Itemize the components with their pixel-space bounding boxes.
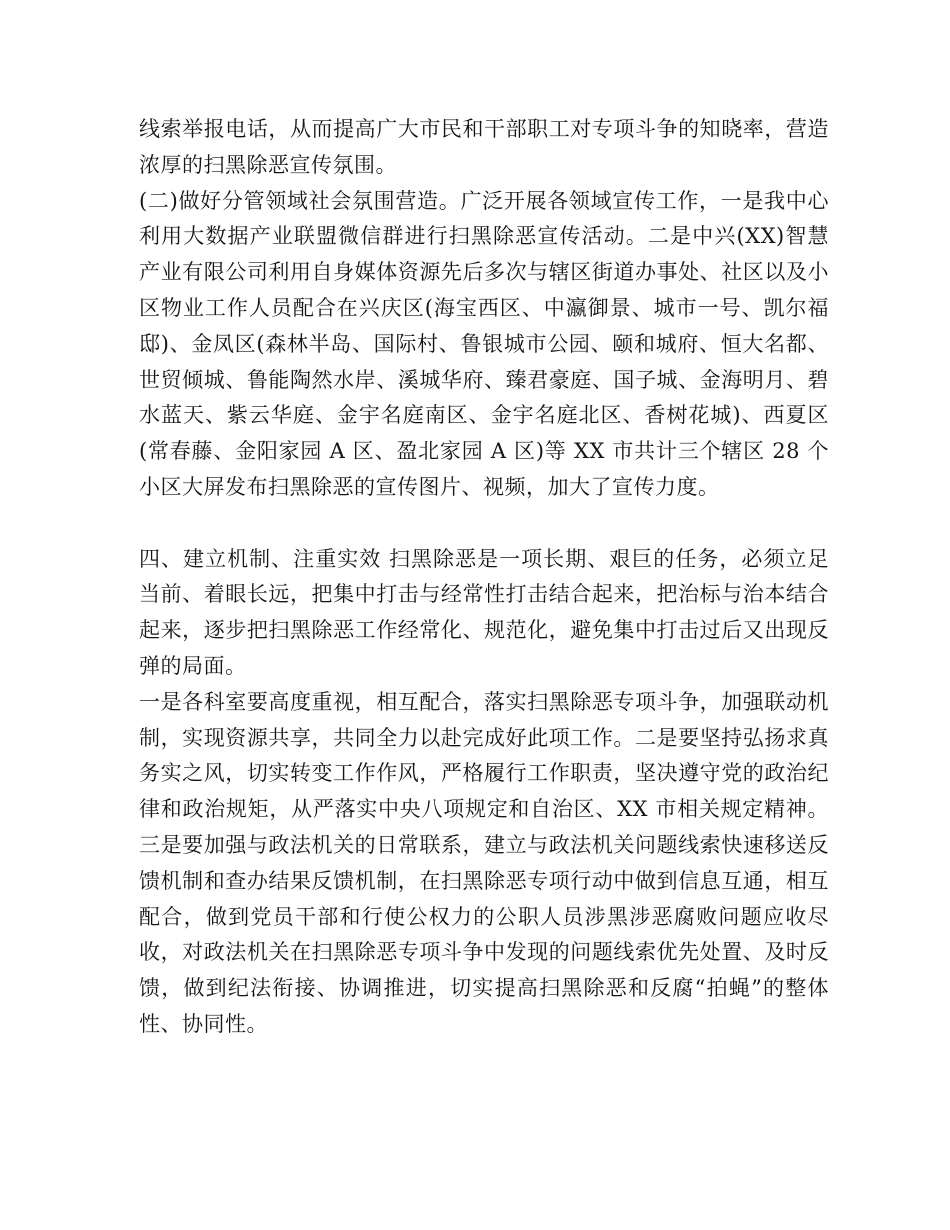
- paragraph-section-two-domain-atmosphere: (二)做好分管领域社会氛围营造。广泛开展各领域宣传工作，一是我中心利用大数据产业联盟微信群进行扫黑除恶宣传活动。二是中兴(XX)智慧产业有限公司利用自身媒体资源先后多次与辖区街道办事处、社区以及小区物业工作人员配合在兴庆区(海宝西区、中瀛御景、城市一号、凯尔福邸)、金凤区(森林半岛、国际村、鲁银城市公园、颐和城府、恒大名都、世贸倾城、鲁能陶然水岸、溪城华府、臻君豪庭、国子城、金海明月、碧水蓝天、紫云华庭、金宇名庭南区、金宇名庭北区、香树花城)、西夏区(常春藤、金阳家园 A 区、盈北家园 A 区)等 XX 市共计三个辖区 28 个小区大屏发布扫黑除恶的宣传图片、视频，加大了宣传力度。: [139, 188, 829, 499]
- paragraph-section-four-mechanism: 四、建立机制、注重实效 扫黑除恶是一项长期、艰巨的任务，必须立足当前、着眼长远，把集中打击与经常性打击结合起来，把治标与治本结合起来，逐步把扫黑除恶工作经常化、规范化，避免集中打击过后又出现反弹的局面。: [139, 546, 829, 678]
- paragraph-measures: 一是各科室要高度重视，相互配合，落实扫黑除恶专项斗争，加强联动机制，实现资源共享，共同全力以赴完成好此项工作。二是要坚持弘扬求真务实之风，切实转变工作作风，严格履行工作职责，坚决遵守党的政治纪律和政治规矩，从严落实中央八项规定和自治区、XX 市相关规定精神。三是要加强与政法机关的日常联系，建立与政法机关问题线索快速移送反馈机制和查办结果反馈机制，在扫黑除恶专项行动中做到信息互通，相互配合，做到党员干部和行使公权力的公职人员涉黑涉恶腐败问题应收尽收，对政法机关在扫黑除恶专项斗争中发现的问题线索优先处置、及时反馈，做到纪法衔接、协调推进，切实提高扫黑除恶和反腐“拍蝇”的整体性、协同性。: [139, 689, 829, 1036]
- paragraph-spacer: [139, 506, 829, 542]
- paragraph-publicity-atmosphere: 线索举报电话，从而提高广大市民和干部职工对专项斗争的知晓率，营造浓厚的扫黑除恶宣传氛围。: [139, 117, 829, 177]
- document-body: [139, 112, 829, 1043]
